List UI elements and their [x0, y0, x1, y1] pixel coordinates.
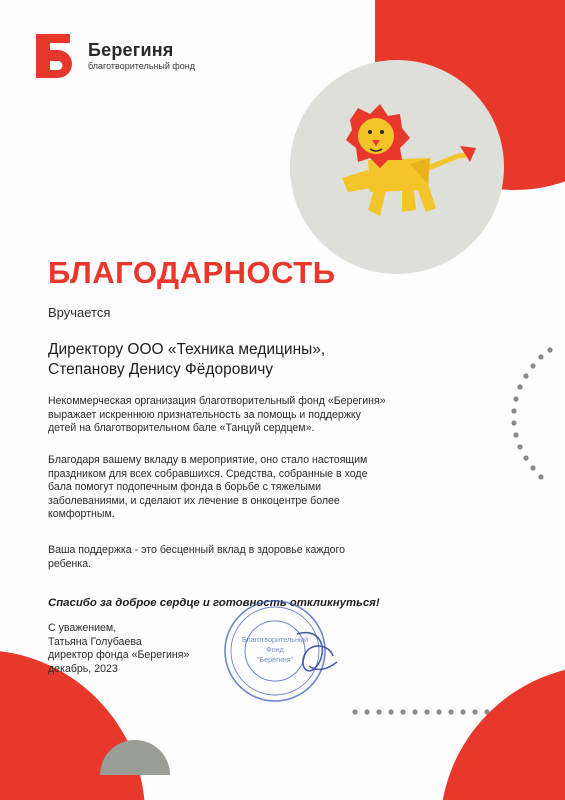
- text-line: комфортным.: [48, 508, 115, 521]
- signature-block: [48, 622, 189, 676]
- signature-date: декабрь, 2023: [48, 662, 118, 675]
- recipient: [48, 340, 488, 380]
- certificate-title: БЛАГОДАРНОСТЬ: [48, 255, 336, 290]
- text-line: детей на благотворительном бале «Танцуй сердцем».: [48, 422, 315, 435]
- lion-illustration: [290, 60, 505, 275]
- fund-stamp-seal: [205, 596, 345, 706]
- text-line: заболеваниями, и сделают их лечение в онкоцентре более: [48, 494, 340, 507]
- decor-dots-right: [495, 340, 565, 500]
- logo-name: Берегиня: [88, 40, 174, 60]
- awarded-label: Вручается: [48, 305, 111, 320]
- recipient-line: Степанову Денису Фёдоровичу: [48, 361, 274, 378]
- logo-subtitle: благотворительный фонд: [88, 61, 196, 71]
- paragraph-gratitude: [48, 395, 448, 436]
- paragraph-contribution: [48, 454, 448, 522]
- text-line: Благодаря вашему вкладу в мероприятие, оно стало настоящим: [48, 454, 368, 466]
- recipient-line: Директору ООО «Техника медицины»,: [48, 341, 326, 358]
- decor-gray-halfcircle: [100, 735, 170, 775]
- text-line: выражает искреннюю признательность за помощь и поддержку: [48, 408, 361, 421]
- signature-greeting: С уважением,: [48, 622, 117, 634]
- stamp-text: "Берегиня": [256, 655, 294, 664]
- decor-red-circle-bottom-right: [430, 655, 565, 800]
- paragraph-support: [48, 544, 448, 571]
- signature-position: директор фонда «Берегиня»: [48, 649, 190, 662]
- text-line: праздником для всех собравшихся. Средства, собранные в ходе: [48, 467, 368, 480]
- text-line: Некоммерческая организация благотворительный фонд «Берегиня»: [48, 395, 386, 407]
- thanks-line: Спасибо за доброе сердце и готовность откликнуться!: [48, 597, 380, 609]
- text-line: Ваша поддержка - это бесценный вклад в здоровье каждого: [48, 544, 346, 556]
- signature-name: Татьяна Голубаева: [48, 635, 142, 648]
- stamp-text: Благотворительный: [241, 635, 309, 644]
- logo: [36, 34, 195, 78]
- bereginya-logo-icon: [36, 34, 80, 78]
- text-line: ребенка.: [48, 557, 92, 570]
- stamp-text: Фонд: [266, 645, 284, 654]
- text-line: бала помогут подопечным фонда в борьбе с тяжелыми: [48, 481, 322, 494]
